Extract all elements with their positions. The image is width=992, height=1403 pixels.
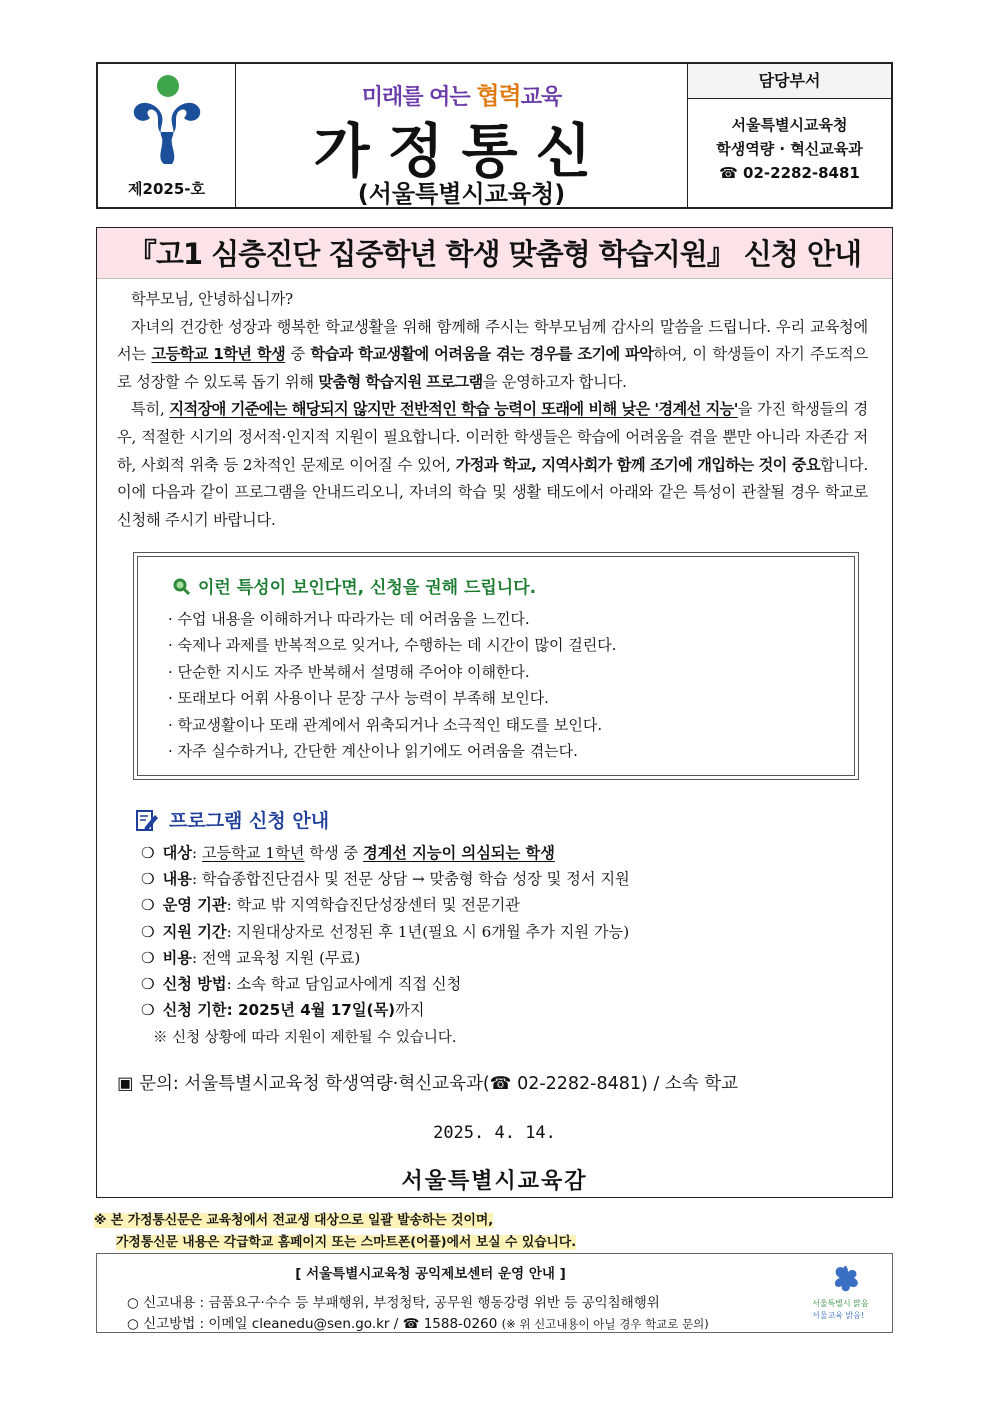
header-table	[96, 62, 893, 209]
department-phone: ☎ 02-2282-8481	[719, 164, 860, 182]
program-deadline: ❍ 신청 기한: 2025년 4월 17일(목)까지	[141, 1001, 425, 1020]
signature: 서울특별시교육감	[401, 1168, 588, 1194]
clean-seoul-logo-icon	[810, 1262, 884, 1324]
characteristics-heading-text: 이런 특성이 보인다면, 신청을 권해 드립니다.	[198, 578, 537, 598]
list-item: · 단순한 지시도 자주 반복해서 설명해 주어야 이해한다.	[168, 662, 530, 681]
department-org: 서울특별시교육청	[731, 116, 848, 134]
department-cell	[688, 64, 891, 207]
characteristics-heading	[172, 573, 536, 598]
report-method: ○ 신고방법 : 이메일 cleanedu@sen.go.kr / ☎ 1588-0260 (※ 위 신고내용이 아닐 경우 학교로 문의)	[127, 1316, 709, 1332]
notice-line-1: ※ 본 가정통신문은 교육청에서 전교생 대상으로 일괄 발송하는 것이며,	[94, 1213, 494, 1228]
newsletter-title: 가정통신	[313, 117, 610, 185]
intro-paragraph-1: 자녀의 건강한 성장과 행복한 학교생활을 위해 함께해 주시는 학부모님께 감사의 말씀을 드립니다. 우리 교육청에서는 고등학교 1학년 학생 중 학습과 학교생활에 어려움을 겪는 경우를 조기에 파악하여, 이 학생들이 자기 주도적으로 성장할 수 있도록 돕기 위해 맞춤형 학습지원 프로그램을 운영하고자 합니다.	[117, 317, 868, 391]
characteristics-list	[168, 606, 616, 764]
slogan-text: 미래를 여는	[361, 85, 477, 110]
seoul-education-logo-icon	[128, 72, 206, 172]
edit-document-icon	[135, 808, 159, 832]
program-cost: ❍ 비용: 전액 교육청 지원 (무료)	[141, 948, 361, 967]
list-item: · 또래보다 어휘 사용이나 문장 구사 능력이 부족해 보인다.	[168, 689, 549, 708]
slogan-text-end: 교육	[520, 85, 562, 110]
inquiry-contact: ▣ 문의: 서울특별시교육청 학생역량·혁신교육과(☎ 02-2282-8481) / 소속 학교	[117, 1074, 739, 1094]
program-heading-text: 프로그램 신청 안내	[169, 810, 330, 832]
list-item: · 수업 내용을 이해하거나 따라가는 데 어려움을 느낀다.	[168, 610, 530, 628]
program-heading	[135, 806, 329, 833]
greeting: 학부모님, 안녕하십니까?	[131, 290, 293, 308]
intro-text	[117, 286, 868, 534]
document-title: 『고1 심층진단 집중학년 학생 맞춤형 학습지원』 신청 안내	[97, 228, 892, 279]
report-content: ○ 신고내용 : 금품요구·수수 등 부패행위, 부정청탁, 공무원 행동강령 위반 등 공익침해행위	[127, 1295, 660, 1311]
department-division: 학생역량 · 혁신교육과	[716, 140, 863, 158]
program-target: ❍ 대상: 고등학교 1학년 학생 중 경계선 지능이 의심되는 학생	[141, 844, 555, 862]
program-method: ❍ 신청 방법: 소속 학교 담임교사에게 직접 신청	[141, 975, 462, 994]
characteristics-box	[133, 552, 859, 780]
newsletter-subtitle: (서울특별시교육청)	[357, 180, 566, 208]
list-item: · 학교생활이나 또래 관계에서 위축되거나 소극적인 태도를 보인다.	[168, 715, 603, 734]
title-cell	[236, 64, 688, 207]
list-item: · 자주 실수하거나, 간단한 계산이나 읽기에도 어려움을 겪는다.	[168, 742, 578, 761]
main-content-box	[96, 227, 893, 1198]
department-label: 담당부서	[688, 64, 891, 99]
whistleblower-title: [ 서울특별시교육청 공익제보센터 운영 안내 ]	[295, 1266, 566, 1282]
issue-date: 2025. 4. 14.	[433, 1123, 556, 1143]
distribution-notice	[94, 1210, 576, 1254]
whistleblower-box	[96, 1253, 893, 1333]
svg-text:서울특별시 맑음: 서울특별시 맑음	[812, 1299, 869, 1308]
logo-cell	[98, 64, 236, 207]
issue-number: 제2025-호	[128, 180, 205, 198]
magnifier-icon	[172, 577, 190, 595]
program-content: ❍ 내용: 학습종합진단검사 및 전문 상담 → 맞춤형 학습 성장 및 정서 지원	[141, 870, 630, 889]
slogan-accent: 협력	[476, 82, 521, 110]
list-item: · 숙제나 과제를 반복적으로 잊거나, 수행하는 데 시간이 많이 걸린다.	[168, 636, 617, 655]
program-period: ❍ 지원 기간: 지원대상자로 선정된 후 1년(필요 시 6개월 추가 지원 가능)	[141, 922, 630, 941]
intro-paragraph-2: 특히, 지적장애 기준에는 해당되지 않지만 전반적인 학습 능력이 또래에 비해 낮은 '경계선 지능'을 가진 학생들의 경우, 적절한 시기의 정서적·인지적 지원이 필요합니다. 이러한 학생들은 학습에 어려움을 겪을 뿐만 아니라 자존감 저하, 사회적 위축 등 2차적인 문제로 이어질 수 있어, 가정과 학교, 지역사회가 함께 조기에 개입하는 것이 중요합니다. 이에 다음과 같이 프로그램을 안내드리오니, 자녀의 학습 및 생활 태도에서 아래와 같은 특성이 관찰될 경우 학교로 신청해 주시기 바랍니다.	[117, 400, 868, 529]
program-details	[141, 840, 630, 1023]
svg-text:서울교육 밝음!: 서울교육 밝음!	[812, 1311, 865, 1320]
notice-line-2: 가정통신문 내용은 각급학교 홈페이지 또는 스마트폰(어플)에서 보실 수 있습니다.	[116, 1235, 577, 1250]
program-note: ※ 신청 상황에 따라 지원이 제한될 수 있습니다.	[153, 1030, 457, 1046]
program-organization: ❍ 운영 기관: 학교 밖 지역학습진단성장센터 및 전문기관	[141, 896, 520, 915]
